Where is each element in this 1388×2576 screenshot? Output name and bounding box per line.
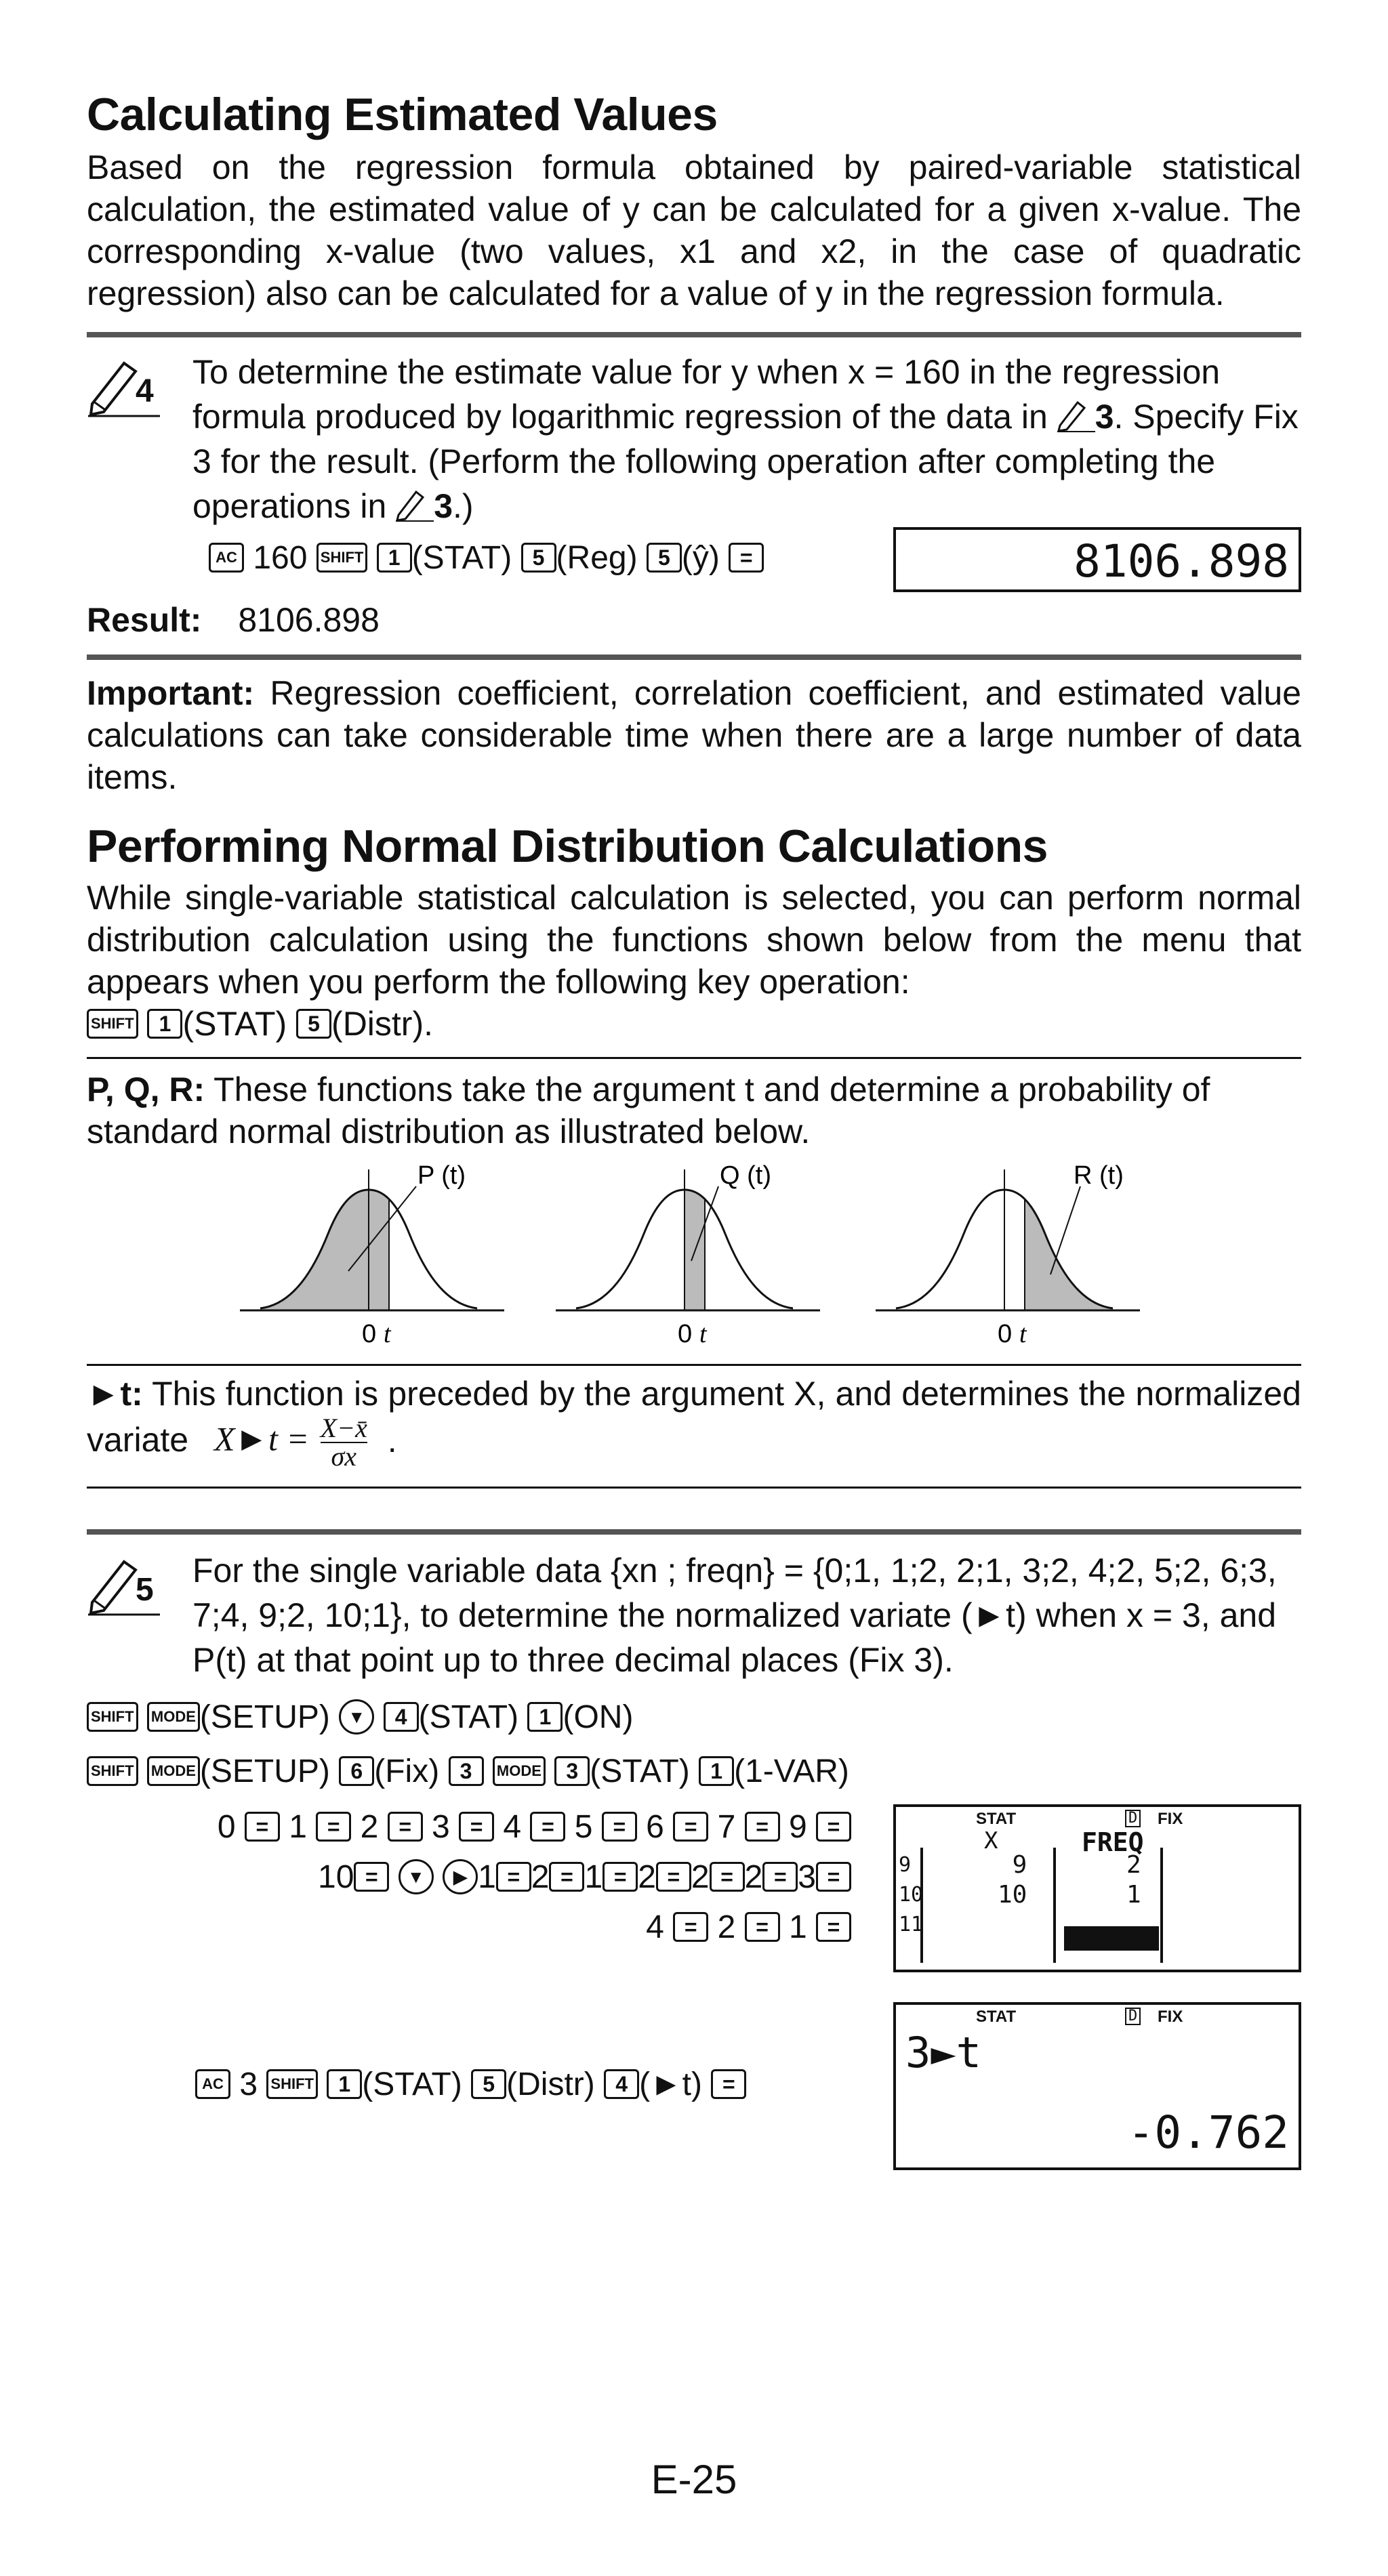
equals-key: = [549, 1862, 584, 1892]
down-arrow-key: ▼ [339, 1699, 374, 1734]
ac-key: AC [209, 543, 244, 573]
equals-key: = [603, 1862, 638, 1892]
pqr-label: P, Q, R: [87, 1071, 205, 1109]
data-value: 3 [798, 1859, 816, 1896]
digit-key: 6 [339, 1756, 374, 1786]
equals-key: = [245, 1812, 280, 1842]
data-value: 2 [717, 1909, 736, 1946]
page-content [87, 81, 1301, 2192]
data-value: 4 [646, 1909, 664, 1946]
equals-key: = [816, 1912, 851, 1942]
digit-key: 4 [604, 2069, 639, 2099]
equals-key: = [496, 1862, 531, 1892]
key-text: (STAT) [418, 1699, 519, 1736]
equals-key: = [745, 1812, 780, 1842]
pqr-text: These functions take the argument t and determine a probability of standard normal distribution as illustrated below. [87, 1071, 1210, 1151]
period: . [387, 1421, 397, 1459]
stat-indicator: STAT [976, 2008, 1017, 2027]
digit-key: 1 [377, 543, 412, 573]
t-function-text: This function is preceded by the argument X, and determines the normalized variate [87, 1375, 1301, 1459]
digit-key: 1 [527, 1702, 563, 1732]
key-text: (STAT) [411, 540, 512, 577]
data-value: 3 [432, 1809, 450, 1846]
digit-key: 1 [327, 2069, 362, 2099]
example-4-text [192, 350, 1301, 528]
equals-key: = [656, 1862, 691, 1892]
divider [87, 1364, 1301, 1366]
page-number: E-25 [651, 2457, 737, 2502]
t-label: t [384, 1320, 391, 1349]
equals-key: = [530, 1812, 565, 1842]
zero-label: 0 [998, 1320, 1013, 1349]
example-4-text-b: . Specify Fix 3 for the result. (Perform the following operation after completing the operations in [192, 398, 1299, 526]
data-value: 1 [788, 1909, 807, 1946]
data-value: 2 [691, 1859, 710, 1896]
t-label: t [1019, 1320, 1027, 1349]
equals-key: = [711, 2069, 746, 2099]
key-text: (SETUP) [199, 1699, 330, 1736]
key-sequence-4 [209, 531, 764, 585]
digit-key: 1 [699, 1756, 734, 1786]
equals-key: = [729, 543, 764, 573]
display-input: 3►t [905, 2028, 981, 2078]
t-label: t [699, 1320, 707, 1349]
shift-key: SHIFT [317, 543, 368, 573]
section-title-normal-distribution: Performing Normal Distribution Calculations [87, 820, 1048, 873]
zero-label: 0 [678, 1320, 693, 1349]
digit-key: 1 [147, 1009, 182, 1039]
important-label: Important: [87, 674, 255, 713]
equals-key: = [602, 1812, 637, 1842]
data-value: 5 [574, 1809, 593, 1846]
column-freq-header: FREQ [1082, 1827, 1144, 1858]
example-4-text-c: .) [453, 487, 474, 526]
fix-indicator: FIX [1158, 1810, 1183, 1829]
curve-label: R (t) [1074, 1161, 1124, 1190]
pencil-ref-icon [1057, 398, 1095, 432]
freq-values: 2 1 [1126, 1851, 1141, 1909]
data-value: 2 [638, 1859, 656, 1896]
zero-label: 0 [362, 1320, 377, 1349]
key-sequence-distr [195, 2058, 746, 2112]
divider [87, 332, 1301, 337]
curve-label: P (t) [417, 1161, 466, 1190]
digit-key: 5 [471, 2069, 506, 2099]
key-text: (Distr) [506, 2066, 595, 2103]
ref-number: 3 [1095, 398, 1114, 436]
formula-numerator: X−x̄ [320, 1413, 367, 1444]
key-text: (STAT) [590, 1753, 690, 1790]
column-x-header: X [984, 1827, 998, 1855]
important-note [87, 672, 1301, 798]
example-5 [87, 1548, 1301, 2192]
data-value: 4 [503, 1809, 522, 1846]
stat-indicator: STAT [976, 1810, 1017, 1829]
equals-key: = [816, 1862, 851, 1892]
display-value: 8106.898 [1074, 535, 1289, 588]
result-label: Result: [87, 601, 202, 640]
divider [87, 1057, 1301, 1059]
data-value: 2 [531, 1859, 550, 1896]
pqr-description [87, 1068, 1301, 1152]
key-text: (ŷ) [681, 540, 720, 577]
calculator-display-stat-editor [893, 1804, 1301, 1972]
key-text: (►t) [639, 2066, 702, 2103]
digit-key: 5 [647, 543, 682, 573]
key-text: (1-VAR) [734, 1753, 849, 1790]
section-title-estimated-values: Calculating Estimated Values [87, 89, 718, 140]
pencil-ref-icon [396, 488, 434, 522]
curve-label: Q (t) [720, 1161, 771, 1190]
key-text: 160 [253, 540, 308, 577]
right-arrow-key: ▶ [443, 1859, 478, 1894]
section-body-text: While single-variable statistical calculation is selected, you can perform normal distribution calculation using the functions shown below from the menu that appears when you perform the following key operation: [87, 879, 1301, 1001]
calculator-display-4 [893, 527, 1301, 592]
digit-key: 5 [296, 1009, 331, 1039]
row-numbers: 9 10 11 [899, 1853, 924, 1937]
shift-key: SHIFT [87, 1756, 138, 1786]
key-text: (Distr). [331, 1005, 433, 1043]
digit-key: 4 [384, 1702, 419, 1732]
key-text: (STAT) [182, 1005, 287, 1043]
key-text: (STAT) [362, 2066, 462, 2103]
digit-key: 3 [449, 1756, 484, 1786]
key-text: (SETUP) [199, 1753, 330, 1790]
equals-key: = [762, 1862, 798, 1892]
equals-key: = [459, 1812, 494, 1842]
display-result: -0.762 [1127, 2106, 1289, 2159]
equals-key: = [710, 1862, 745, 1892]
example-5-text: For the single variable data {xn ; freqn} = {0;1, 1;2, 2;1, 3;2, 4;2, 5;2, 6;3, 7;4, 9;2, 10;1}, to determine the normalized variate (►t) when x = 3, and P(t) at that point up to three decimal places (Fix 3). [192, 1552, 1277, 1680]
mode-key: MODE [147, 1702, 200, 1732]
equals-key: = [673, 1812, 708, 1842]
equals-key: = [816, 1812, 851, 1842]
normal-distribution-figures [87, 1159, 1301, 1363]
equals-key: = [354, 1862, 389, 1892]
equals-key: = [745, 1912, 780, 1942]
q-curve-figure [556, 1161, 820, 1348]
section-body-estimated-values: Based on the regression formula obtained by paired-variable statistical calculation, the estimated value of y can be calculated for a given x-value. The corresponding x-value (two values, x1 and x2, in the case of quadratic regression) also can be calculated for a value of y in the regression formula. [87, 148, 1301, 313]
r-curve-figure [876, 1161, 1140, 1348]
data-value: 1 [584, 1859, 603, 1896]
equals-key: = [316, 1812, 351, 1842]
key-text: (ON) [563, 1699, 634, 1736]
data-value: 0 [217, 1809, 236, 1846]
degree-indicator: D [1125, 1810, 1141, 1827]
result-line [87, 600, 1301, 640]
digit-key: 3 [554, 1756, 590, 1786]
section-body-normal-distribution [87, 877, 1301, 1045]
data-value: 10 [318, 1859, 354, 1896]
cursor-bar [1064, 1926, 1159, 1951]
example-number: 4 [136, 373, 154, 410]
divider [87, 1487, 1301, 1489]
equals-key: = [388, 1812, 423, 1842]
data-value: 2 [360, 1809, 379, 1846]
formula-left: X►t = [213, 1419, 310, 1458]
t-function-label: ►t: [87, 1375, 143, 1413]
data-value: 6 [646, 1809, 664, 1846]
mode-key: MODE [147, 1756, 200, 1786]
example-4 [87, 350, 1301, 594]
shift-key: SHIFT [87, 1702, 138, 1732]
result-value: 8106.898 [238, 601, 380, 640]
ref-number: 3 [434, 487, 453, 526]
example-4-text-a: To determine the estimate value for y when x = 160 in the regression formula produced by logarithmic regression of the data in [192, 353, 1221, 436]
formula [214, 1415, 367, 1470]
shift-key: SHIFT [266, 2069, 318, 2099]
key-sequence-setup-fix [87, 1745, 849, 1799]
calculator-display-result [893, 2002, 1301, 2170]
key-text: (Reg) [556, 540, 638, 577]
key-sequence-setup-on [87, 1690, 633, 1745]
p-curve-figure [240, 1161, 504, 1348]
data-value: 9 [788, 1809, 807, 1846]
data-value: 1 [289, 1809, 307, 1846]
t-function-description [87, 1373, 1301, 1470]
important-text: Regression coefficient, correlation coefficient, and estimated value calculations can take considerable time when there are a large number of data items. [87, 674, 1301, 797]
example-number: 5 [136, 1572, 154, 1608]
data-value: 2 [744, 1859, 763, 1896]
data-value: 7 [717, 1809, 736, 1846]
down-arrow-key: ▼ [399, 1859, 434, 1894]
x-values: 9 10 [998, 1851, 1027, 1909]
data-entry-line-2 [318, 1850, 851, 1905]
fix-indicator: FIX [1158, 2008, 1183, 2027]
data-entry-line-3 [646, 1900, 851, 1955]
ac-key: AC [195, 2069, 230, 2099]
key-text: (Fix) [374, 1753, 440, 1790]
key-text: 3 [239, 2066, 258, 2103]
data-entry-line-1 [218, 1800, 851, 1854]
data-value: 1 [478, 1859, 496, 1896]
divider [87, 1529, 1301, 1535]
equals-key: = [673, 1912, 708, 1942]
degree-indicator: D [1125, 2008, 1141, 2025]
digit-key: 5 [521, 543, 556, 573]
shift-key: SHIFT [87, 1009, 138, 1039]
formula-denominator: σx [331, 1441, 356, 1472]
mode-key: MODE [493, 1756, 546, 1786]
divider [87, 655, 1301, 660]
